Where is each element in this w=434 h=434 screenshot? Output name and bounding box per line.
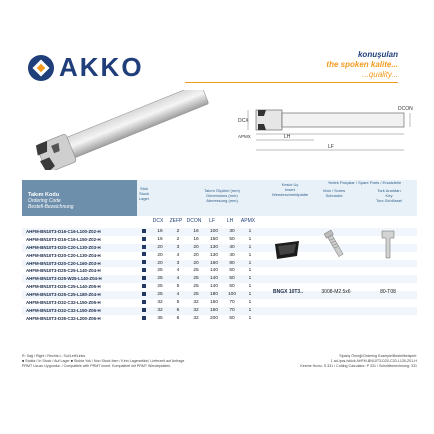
col-apmx: APMX bbox=[240, 218, 256, 224]
cell-apmx: 1 bbox=[248, 268, 252, 274]
slogan-line-2: the spoken kalite... bbox=[326, 60, 398, 69]
key-header: Tork Anahtarı Key Torx-Schlüssel bbox=[375, 188, 402, 203]
cell-apmx: 1 bbox=[248, 307, 252, 313]
key-code: 80-T08 bbox=[380, 289, 396, 295]
cell-lh: 30 bbox=[229, 229, 235, 234]
cell-zefp: 3 bbox=[176, 244, 180, 250]
cell-lf: 140 bbox=[209, 268, 218, 274]
cell-lf: 140 bbox=[209, 284, 218, 290]
cell-dcx: 32 bbox=[157, 307, 163, 313]
cell-apmx: 1 bbox=[248, 292, 252, 298]
cell-zefp: 2 bbox=[176, 229, 180, 234]
ordering-code: AHFM-BN10T3-D32-C32-L150-Z06-H bbox=[26, 307, 101, 313]
stock-indicator bbox=[137, 228, 151, 236]
cell-zefp: 4 bbox=[176, 252, 180, 258]
dims-header: Takım Ölçüleri (mm) Dimensions (mm) Abmessung (mm) bbox=[204, 188, 240, 203]
cell-dcon: 32 bbox=[193, 307, 199, 313]
cell-apmx: 1 bbox=[248, 252, 252, 258]
cell-apmx: 1 bbox=[248, 236, 252, 242]
stock-header: Stok Stock Lager bbox=[138, 186, 150, 201]
in-stock-icon bbox=[142, 245, 146, 249]
cell-dcon: 20 bbox=[193, 260, 199, 266]
cell-lf: 200 bbox=[209, 315, 218, 321]
brand-name: AKKO bbox=[59, 52, 144, 82]
cell-lh: 50 bbox=[229, 315, 235, 321]
cell-dcon: 20 bbox=[193, 244, 199, 250]
ordering-code: AHFM-BN10T3-D20-C20-L130-Z04-H bbox=[26, 252, 101, 258]
cell-dcon: 25 bbox=[193, 284, 199, 290]
stock-indicator bbox=[137, 260, 151, 268]
stock-indicator bbox=[137, 236, 151, 244]
cell-zefp: 6 bbox=[176, 307, 180, 313]
cell-apmx: 1 bbox=[248, 229, 252, 234]
in-stock-icon bbox=[142, 268, 146, 272]
cell-apmx: 1 bbox=[248, 284, 252, 290]
col-dcon: DCON bbox=[186, 218, 202, 224]
col-zefp: ZEFP bbox=[169, 218, 183, 224]
table-row bbox=[22, 252, 417, 260]
title-en: Ordering Code bbox=[28, 198, 61, 204]
stock-indicator bbox=[137, 244, 151, 252]
cell-dcx: 16 bbox=[157, 229, 163, 234]
cell-lh: 50 bbox=[229, 276, 235, 282]
table-row bbox=[22, 260, 417, 268]
cell-lh: 40 bbox=[229, 244, 235, 250]
ordering-code: AHFM-BN10T3-D35-C32-L200-Z06-H bbox=[26, 315, 101, 321]
in-stock-icon bbox=[142, 308, 146, 312]
cell-dcx: 35 bbox=[157, 315, 163, 321]
in-stock-icon bbox=[142, 276, 146, 280]
table-row bbox=[22, 236, 417, 244]
table-row bbox=[22, 275, 417, 283]
cell-lf: 130 bbox=[209, 244, 218, 250]
cell-lh: 50 bbox=[229, 268, 235, 274]
table-row bbox=[22, 307, 417, 315]
lf-label: LF bbox=[328, 144, 334, 150]
cell-zefp: 3 bbox=[176, 260, 180, 266]
stock-indicator bbox=[137, 275, 151, 283]
col-lh: LH bbox=[226, 218, 234, 224]
cell-zefp: 5 bbox=[176, 300, 180, 306]
cell-dcx: 16 bbox=[157, 236, 163, 242]
logo-mark-icon bbox=[28, 55, 54, 81]
cell-apmx: 1 bbox=[248, 315, 252, 321]
cell-lh: 100 bbox=[227, 292, 236, 298]
in-stock-icon bbox=[142, 229, 146, 233]
cell-dcx: 25 bbox=[157, 276, 163, 282]
cell-apmx: 1 bbox=[248, 244, 252, 250]
col-dcx: DCX bbox=[152, 218, 164, 224]
ordering-code: AHFM-BN10T3-D16-C16-L100-Z02-H bbox=[26, 229, 101, 234]
cell-dcx: 20 bbox=[157, 252, 163, 258]
cell-dcon: 32 bbox=[193, 300, 199, 306]
insert-icon bbox=[272, 238, 302, 262]
in-stock-icon bbox=[142, 284, 146, 288]
cell-dcx: 32 bbox=[157, 300, 163, 306]
table-row bbox=[22, 299, 417, 307]
stock-indicator bbox=[137, 291, 151, 299]
in-stock-icon bbox=[142, 260, 146, 264]
title-tr: Takım Kodu bbox=[28, 192, 60, 198]
cell-zefp: 6 bbox=[176, 315, 180, 321]
torx-key-icon bbox=[374, 228, 402, 262]
ordering-code: AHFM-BN10T3-D32-C32-L150-Z05-H bbox=[26, 300, 101, 306]
stock-indicator bbox=[137, 252, 151, 260]
cell-lf: 150 bbox=[209, 300, 218, 306]
slogan bbox=[326, 50, 398, 80]
cell-lh: 80 bbox=[229, 260, 235, 266]
table-row bbox=[22, 315, 417, 323]
screw-icon bbox=[322, 228, 348, 262]
cell-lf: 130 bbox=[209, 252, 218, 258]
cell-dcon: 32 bbox=[193, 315, 199, 321]
ordering-code: AHFM-BN10T3-D25-C25-L140-Z04-H bbox=[26, 268, 101, 274]
cell-dcon: 20 bbox=[193, 252, 199, 258]
end-mill-photo bbox=[22, 90, 212, 170]
ordering-code: AHFM-BN10T3-D16-C16-L150-Z02-H bbox=[26, 236, 101, 242]
cell-dcx: 25 bbox=[157, 268, 163, 274]
cell-dcon: 16 bbox=[193, 236, 199, 242]
insert-header: Kesici Uç Insert Wendeschneidplatte bbox=[272, 182, 309, 197]
cell-zefp: 4 bbox=[176, 292, 180, 298]
stock-indicator bbox=[137, 267, 151, 275]
in-stock-icon bbox=[142, 252, 146, 256]
screw-code: 3008-M2.5x6 bbox=[321, 289, 351, 295]
cell-lf: 150 bbox=[209, 236, 218, 242]
lh-label: LH bbox=[284, 134, 291, 140]
cell-dcx: 25 bbox=[157, 292, 163, 298]
cell-dcon: 25 bbox=[193, 268, 199, 274]
table-title-block bbox=[22, 180, 137, 216]
cell-zefp: 2 bbox=[176, 236, 180, 242]
ordering-code: AHFM-BN10T3-D25-C25-L180-Z04-H bbox=[26, 292, 101, 298]
footer-left-2: ■ Stokta / In Stock / Auf Lager ■ Stokta Yok / Non Stock Item / Kein Lagerartikel, Lieferzeit auf Anfrage bbox=[22, 359, 185, 363]
cell-lf: 160 bbox=[209, 260, 218, 266]
cell-lh: 70 bbox=[229, 300, 235, 306]
footer-notes bbox=[22, 354, 417, 369]
in-stock-icon bbox=[142, 237, 146, 241]
cell-lh: 50 bbox=[229, 284, 235, 290]
cell-lf: 180 bbox=[209, 292, 218, 298]
cell-dcx: 20 bbox=[157, 260, 163, 266]
ordering-code: AHFM-BN10T3-D20-C20-L130-Z03-H bbox=[26, 244, 101, 250]
cell-apmx: 1 bbox=[248, 276, 252, 282]
ordering-code: AHFM-BN10T3-D25-W25-L140-Z04-H bbox=[26, 276, 102, 282]
slogan-line-3: ...quality... bbox=[362, 70, 398, 79]
stock-indicator bbox=[137, 315, 151, 323]
ordering-example: Sipariş Örneği/Ordering Example/Bestellbeispiel: 1 ad./pcs./stück AHFM-BN10T3-D20-C20-L130-Z01-H Kesme Hızısı: S 331 / Cutting Calculator: P 331 / Schnittberechnung: 331 bbox=[300, 354, 417, 368]
dimension-schematic bbox=[234, 98, 414, 176]
title-de: Bestell-Bezeichnung bbox=[28, 204, 74, 210]
cell-lh: 50 bbox=[229, 236, 235, 242]
table-row bbox=[22, 244, 417, 252]
apmx-label: APMX bbox=[238, 134, 251, 139]
in-stock-icon bbox=[142, 316, 146, 320]
cell-lh: 70 bbox=[229, 307, 235, 313]
ordering-code: AHFM-BN10T3-D25-C25-L140-Z05-H bbox=[26, 284, 101, 290]
footer-left-3: PRMT Ucuzu Uygundur. / Compatible with PRMT insert. Kompatibel mit PRMT Wendeplatten. bbox=[22, 364, 172, 368]
in-stock-icon bbox=[142, 300, 146, 304]
cell-lf: 150 bbox=[209, 307, 218, 313]
cell-zefp: 5 bbox=[176, 284, 180, 290]
in-stock-icon bbox=[142, 292, 146, 296]
table-row bbox=[22, 267, 417, 275]
slogan-line-1: konuşulan bbox=[357, 50, 398, 59]
cell-lh: 40 bbox=[229, 252, 235, 258]
table-body bbox=[22, 228, 417, 323]
cell-dcon: 25 bbox=[193, 276, 199, 282]
stock-indicator bbox=[137, 299, 151, 307]
cell-apmx: 1 bbox=[248, 260, 252, 266]
footer-left-1: R: Sağ / Right / Rechts L: Sol/Left/Links bbox=[22, 354, 86, 358]
cell-lf: 100 bbox=[209, 229, 218, 234]
cell-lf: 140 bbox=[209, 276, 218, 282]
cell-zefp: 4 bbox=[176, 276, 180, 282]
dcon-label: DCON bbox=[398, 106, 413, 112]
insert-code: BNGX 10T3.. bbox=[272, 289, 303, 295]
header-divider bbox=[185, 82, 398, 83]
cell-dcx: 25 bbox=[157, 284, 163, 290]
screw-header: Vida / Screw Schraube bbox=[322, 188, 346, 198]
cell-zefp: 4 bbox=[176, 268, 180, 274]
cell-dcon: 16 bbox=[193, 229, 199, 234]
spare-header: Yedek Parçalar / Spare Parts / Ersatzteile bbox=[327, 180, 402, 185]
cell-dcon: 25 bbox=[193, 292, 199, 298]
akko-logo bbox=[28, 52, 144, 83]
cell-dcx: 20 bbox=[157, 244, 163, 250]
dcx-label: DCX bbox=[238, 118, 249, 124]
ordering-code: AHFM-BN10T3-D20-C20-L160-Z03-H bbox=[26, 260, 101, 266]
col-lf: LF bbox=[209, 218, 215, 224]
stock-indicator bbox=[137, 307, 151, 315]
table-row bbox=[22, 228, 417, 236]
cell-apmx: 1 bbox=[248, 300, 252, 306]
stock-indicator bbox=[137, 283, 151, 291]
